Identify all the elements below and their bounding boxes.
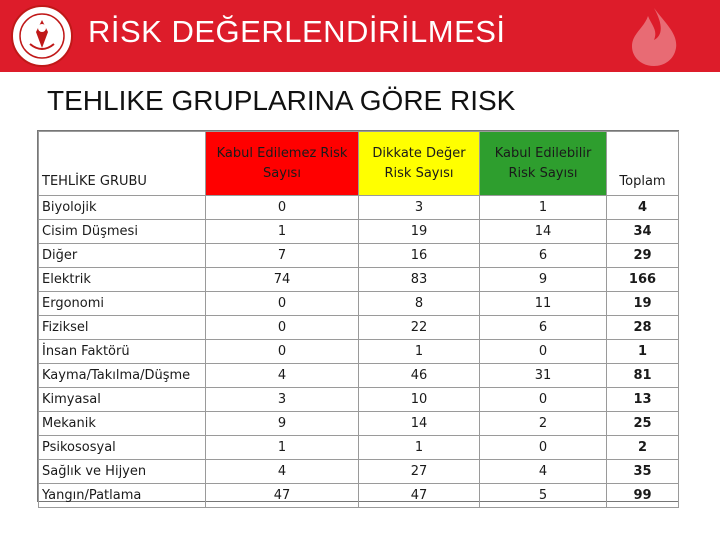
table-row [39, 484, 679, 508]
table-row [39, 436, 679, 460]
header-noteworthy-risk: Dikkate Değer Risk Sayısı [359, 132, 480, 196]
acceptable-count-cell: 2 [480, 412, 607, 436]
total-count-cell: 28 [607, 316, 679, 340]
hazard-group-cell: Sağlık ve Hijyen [39, 460, 206, 484]
page-title: RİSK DEĞERLENDİRİLMESİ [88, 14, 506, 49]
total-count-cell: 2 [607, 436, 679, 460]
noteworthy-count-cell: 1 [359, 436, 480, 460]
total-count-cell: 166 [607, 268, 679, 292]
risk-table [38, 131, 679, 508]
slide-subtitle: TEHLIKE GRUPLARINA GÖRE RISK [47, 85, 516, 116]
hazard-group-cell: Elektrik [39, 268, 206, 292]
noteworthy-count-cell: 46 [359, 364, 480, 388]
unacceptable-count-cell: 4 [206, 460, 359, 484]
ministry-emblem-icon [10, 4, 74, 68]
acceptable-count-cell: 14 [480, 220, 607, 244]
table-row [39, 364, 679, 388]
header-bar [0, 0, 720, 72]
acceptable-count-cell: 11 [480, 292, 607, 316]
total-count-cell: 19 [607, 292, 679, 316]
total-count-cell: 34 [607, 220, 679, 244]
total-count-cell: 25 [607, 412, 679, 436]
header-unacceptable-risk: Kabul Edilemez Risk Sayısı [206, 132, 359, 196]
unacceptable-count-cell: 0 [206, 196, 359, 220]
unacceptable-count-cell: 47 [206, 484, 359, 508]
acceptable-count-cell: 0 [480, 388, 607, 412]
table-header-row [39, 132, 679, 196]
noteworthy-count-cell: 3 [359, 196, 480, 220]
total-count-cell: 29 [607, 244, 679, 268]
total-count-cell: 4 [607, 196, 679, 220]
unacceptable-count-cell: 74 [206, 268, 359, 292]
unacceptable-count-cell: 3 [206, 388, 359, 412]
table-row [39, 340, 679, 364]
acceptable-count-cell: 5 [480, 484, 607, 508]
acceptable-count-cell: 1 [480, 196, 607, 220]
header-total: Toplam [607, 132, 679, 196]
noteworthy-count-cell: 16 [359, 244, 480, 268]
hazard-group-cell: Biyolojik [39, 196, 206, 220]
noteworthy-count-cell: 1 [359, 340, 480, 364]
hazard-group-cell: Kayma/Takılma/Düşme [39, 364, 206, 388]
unacceptable-count-cell: 9 [206, 412, 359, 436]
unacceptable-count-cell: 7 [206, 244, 359, 268]
total-count-cell: 13 [607, 388, 679, 412]
flame-icon [624, 6, 684, 68]
unacceptable-count-cell: 0 [206, 316, 359, 340]
table-row [39, 460, 679, 484]
table-row [39, 196, 679, 220]
unacceptable-count-cell: 1 [206, 436, 359, 460]
table-row [39, 268, 679, 292]
unacceptable-count-cell: 0 [206, 340, 359, 364]
table-row [39, 388, 679, 412]
acceptable-count-cell: 9 [480, 268, 607, 292]
acceptable-count-cell: 0 [480, 436, 607, 460]
total-count-cell: 1 [607, 340, 679, 364]
table-row [39, 220, 679, 244]
acceptable-count-cell: 31 [480, 364, 607, 388]
hazard-group-cell: İnsan Faktörü [39, 340, 206, 364]
table-row [39, 244, 679, 268]
noteworthy-count-cell: 27 [359, 460, 480, 484]
risk-table-container [37, 130, 679, 502]
hazard-group-cell: Mekanik [39, 412, 206, 436]
total-count-cell: 35 [607, 460, 679, 484]
hazard-group-cell: Psikososyal [39, 436, 206, 460]
noteworthy-count-cell: 47 [359, 484, 480, 508]
noteworthy-count-cell: 22 [359, 316, 480, 340]
table-row [39, 412, 679, 436]
header-acceptable-risk: Kabul Edilebilir Risk Sayısı [480, 132, 607, 196]
noteworthy-count-cell: 8 [359, 292, 480, 316]
acceptable-count-cell: 4 [480, 460, 607, 484]
table-row [39, 292, 679, 316]
hazard-group-cell: Kimyasal [39, 388, 206, 412]
noteworthy-count-cell: 14 [359, 412, 480, 436]
hazard-group-cell: Cisim Düşmesi [39, 220, 206, 244]
acceptable-count-cell: 6 [480, 316, 607, 340]
header-hazard-group: TEHLİKE GRUBU [39, 132, 206, 196]
table-row [39, 316, 679, 340]
noteworthy-count-cell: 19 [359, 220, 480, 244]
noteworthy-count-cell: 83 [359, 268, 480, 292]
unacceptable-count-cell: 0 [206, 292, 359, 316]
unacceptable-count-cell: 1 [206, 220, 359, 244]
total-count-cell: 81 [607, 364, 679, 388]
hazard-group-cell: Diğer [39, 244, 206, 268]
noteworthy-count-cell: 10 [359, 388, 480, 412]
acceptable-count-cell: 0 [480, 340, 607, 364]
hazard-group-cell: Yangın/Patlama [39, 484, 206, 508]
unacceptable-count-cell: 4 [206, 364, 359, 388]
hazard-group-cell: Ergonomi [39, 292, 206, 316]
hazard-group-cell: Fiziksel [39, 316, 206, 340]
table-body [39, 196, 679, 508]
acceptable-count-cell: 6 [480, 244, 607, 268]
total-count-cell: 99 [607, 484, 679, 508]
